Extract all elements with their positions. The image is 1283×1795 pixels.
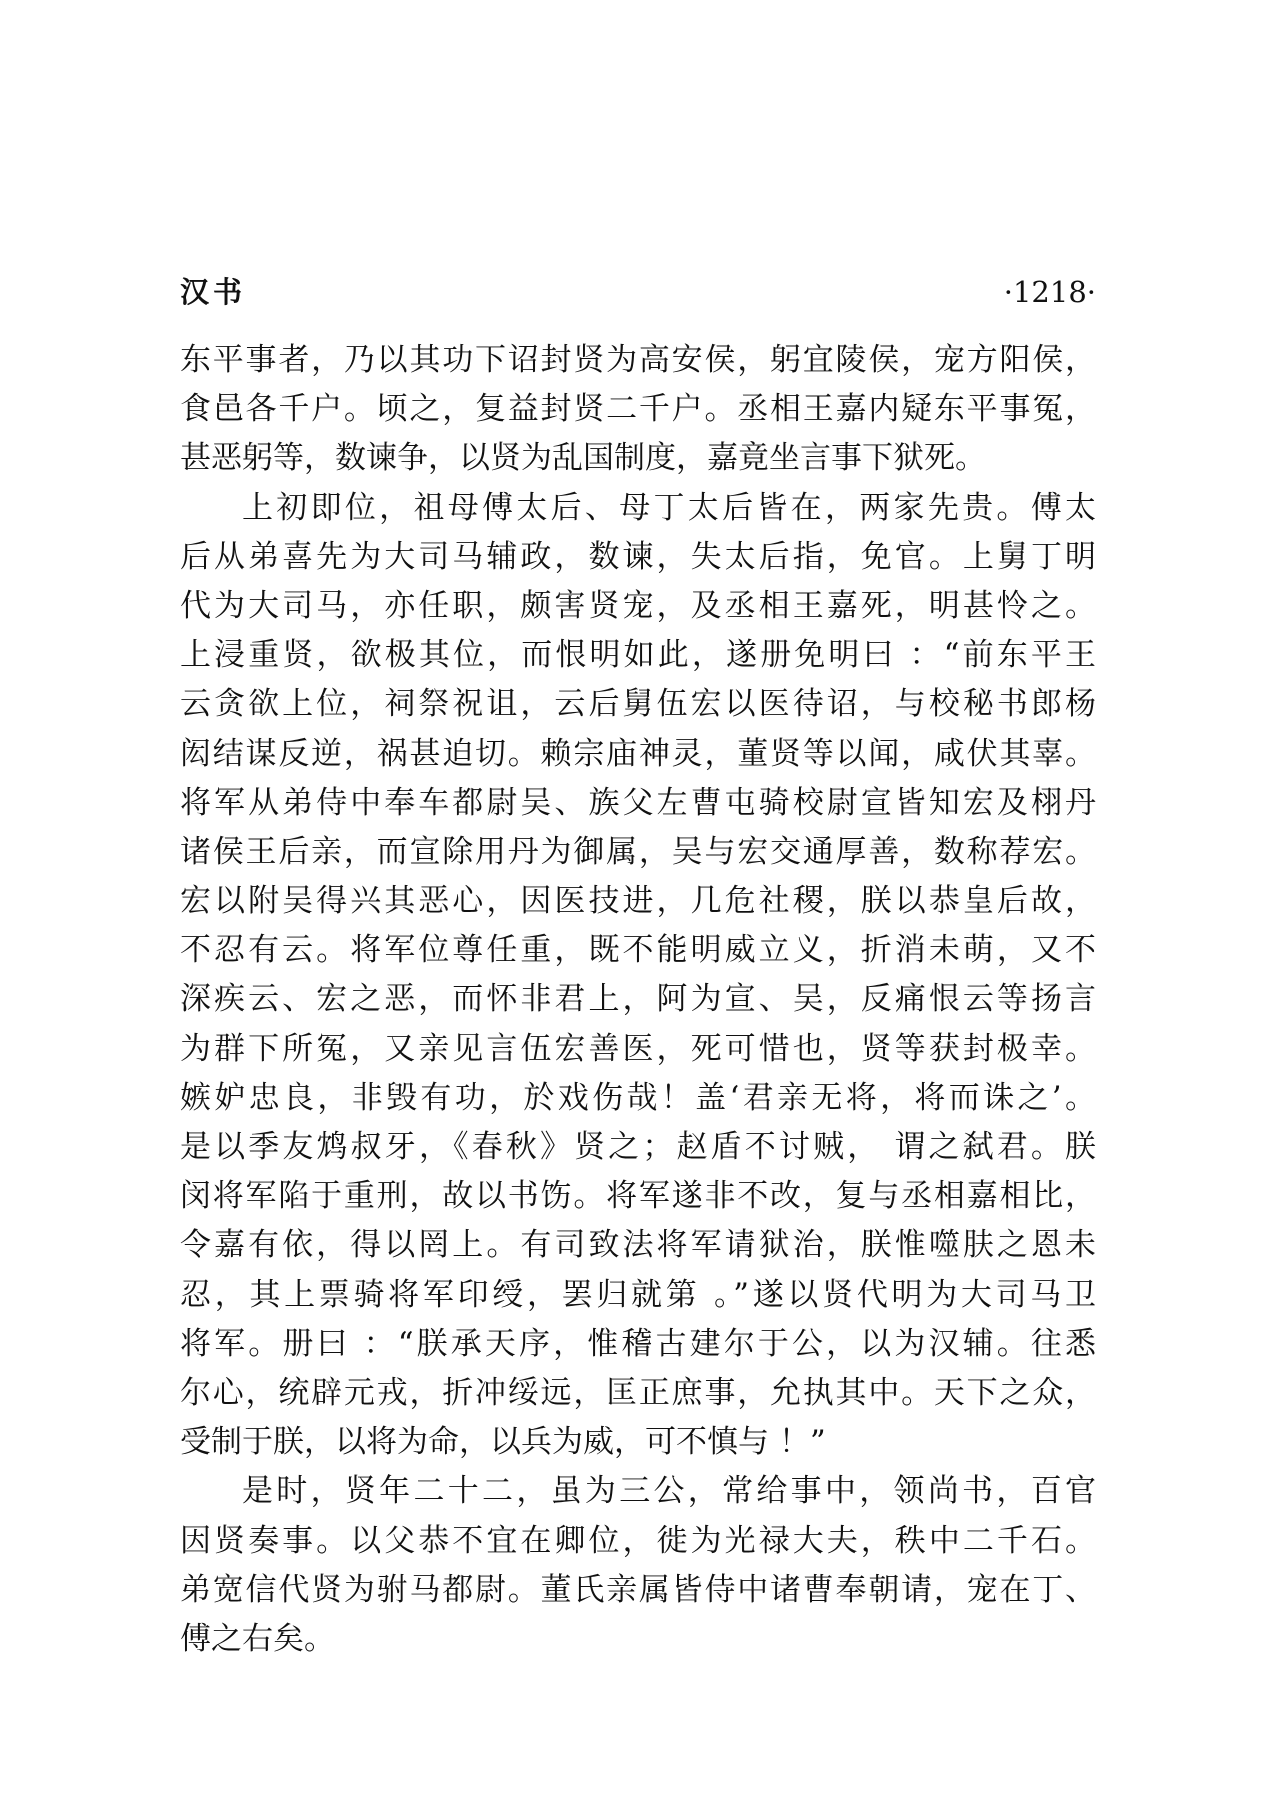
text-line: 忍，其上票骑将军印绶，罢归就第 。”遂以贤代明为大司马卫 [180,1276,1096,1313]
text-line: 嫉妒忠良，非毁有功，於戏伤哉！盖‘君亲无将，将而诛之’。 [180,1079,1096,1116]
text-line: 因贤奏事。以父恭不宜在卿位，徙为光禄大夫，秩中二千石。 [180,1522,1096,1559]
book-title: 汉书 [180,275,247,309]
text-line: 后从弟喜先为大司马辅政，数谏，失太后指，免官。上舅丁明 [180,538,1096,575]
text-line: 诸侯王后亲，而宣除用丹为御属，吴与宏交通厚善，数称荐宏。 [180,833,1096,870]
text-line: 代为大司马，亦任职，颇害贤宠，及丞相王嘉死，明甚怜之。 [180,587,1096,624]
text-line: 宏以附吴得兴其恶心，因医技进，几危社稷，朕以恭皇后故， [180,883,1096,920]
text-line: 是时，贤年二十二，虽为三公，常给事中，领尚书，百官 [242,1473,1096,1510]
text-line: 将军从弟侍中奉车都尉吴、族父左曹屯骑校尉宣皆知宏及栩丹 [180,784,1096,821]
text-line: 食邑各千户。顷之，复益封贤二千户。丞相王嘉内疑东平事冤， [180,391,1096,428]
body-text [180,336,1096,1664]
text-line: 为群下所冤，又亲见言伍宏善医，死可惜也，贤等获封极幸。 [180,1030,1096,1067]
text-line: 甚恶躬等，数谏争，以贤为乱国制度，嘉竟坐言事下狱死。 [180,440,986,477]
paragraph [180,336,1096,484]
text-line: 闳结谋反逆，祸甚迫切。赖宗庙神灵，董贤等以闻，咸伏其辜。 [180,735,1096,772]
text-line: 傅之右矣。 [180,1620,335,1657]
text-line: 不忍有云。将军位尊任重，既不能明威立义，折消未萌，又不 [180,932,1096,969]
text-line: 受制于朕，以将为命，以兵为威，可不慎与 ！” [180,1424,826,1461]
page-header [180,270,1096,314]
text-line: 是以季友鸩叔牙，《春秋》贤之；赵盾不讨贼， 谓之弑君。朕 [180,1129,1096,1165]
text-line: 云贪欲上位，祠祭祝诅，云后舅伍宏以医待诏，与校秘书郎杨 [180,686,1096,723]
text-line: 上初即位，祖母傅太后、母丁太后皆在，两家先贵。傅太 [242,489,1096,526]
text-line: 闵将军陷于重刑，故以书饬。将军遂非不改，复与丞相嘉相比， [180,1178,1096,1215]
page-number: ·1218· [1003,275,1096,309]
text-line: 弟宽信代贤为驸马都尉。董氏亲属皆侍中诸曹奉朝请，宠在丁、 [180,1571,1096,1608]
paragraph [180,484,1096,1468]
text-line: 将军。册曰 ：“朕承天序，惟稽古建尔于公，以为汉辅。往悉 [180,1325,1096,1362]
paragraph [180,1467,1096,1664]
text-line: 尔心，统辟元戎，折冲绥远，匡正庶事，允执其中。天下之众， [180,1374,1096,1411]
text-line: 深疾云、宏之恶，而怀非君上，阿为宣、吴，反痛恨云等扬言 [180,981,1096,1018]
text-line: 上浸重贤，欲极其位，而恨明如此，遂册免明曰 ：“前东平王 [180,637,1096,674]
text-line: 令嘉有依，得以罔上。有司致法将军请狱治，朕惟噬肤之恩未 [180,1227,1096,1264]
text-line: 东平事者，乃以其功下诏封贤为高安侯，躬宜陵侯，宠方阳侯， [180,342,1096,378]
